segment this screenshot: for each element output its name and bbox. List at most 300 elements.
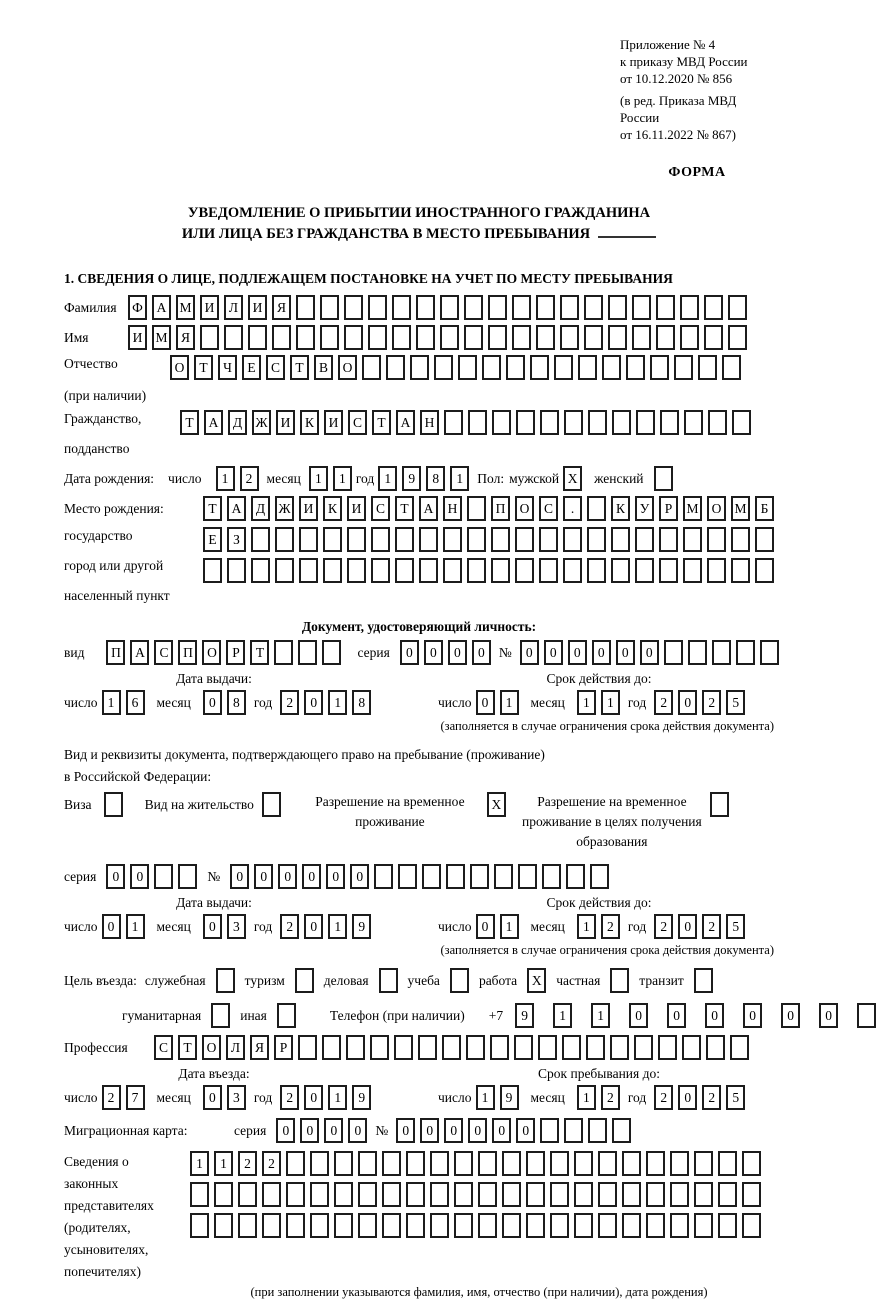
char-cell[interactable] xyxy=(322,640,341,665)
char-cell[interactable] xyxy=(358,1182,377,1207)
char-cell[interactable] xyxy=(299,527,318,552)
representatives-cells-2[interactable] xyxy=(190,1182,761,1207)
char-cell[interactable]: 1 xyxy=(309,466,328,491)
sex-male-checkbox[interactable] xyxy=(563,466,582,491)
char-cell[interactable]: Н xyxy=(420,410,439,435)
char-cell[interactable] xyxy=(444,410,463,435)
char-cell[interactable]: 2 xyxy=(238,1151,257,1176)
char-cell[interactable] xyxy=(464,295,483,320)
char-cell[interactable] xyxy=(320,325,339,350)
char-cell[interactable]: . xyxy=(563,496,582,521)
char-cell[interactable]: Ф xyxy=(128,295,147,320)
char-cell[interactable]: Я xyxy=(272,295,291,320)
char-cell[interactable]: 1 xyxy=(328,690,347,715)
char-cell[interactable]: 1 xyxy=(450,466,469,491)
char-cell[interactable] xyxy=(707,527,726,552)
char-cell[interactable]: 0 xyxy=(278,864,297,889)
char-cell[interactable]: 2 xyxy=(601,914,620,939)
birthplace-cells-2[interactable] xyxy=(203,527,774,552)
char-cell[interactable] xyxy=(470,864,489,889)
char-cell[interactable]: М xyxy=(176,295,195,320)
entry-year[interactable] xyxy=(280,1085,371,1110)
residence-permit-checkbox[interactable] xyxy=(254,792,281,817)
purpose-study-checkbox[interactable] xyxy=(446,968,479,993)
doc-expiry-month[interactable] xyxy=(577,690,620,715)
char-cell[interactable] xyxy=(564,410,583,435)
char-cell[interactable]: К xyxy=(300,410,319,435)
char-cell[interactable]: 2 xyxy=(280,1085,299,1110)
char-cell[interactable] xyxy=(190,1213,209,1238)
char-cell[interactable] xyxy=(694,1151,713,1176)
char-cell[interactable]: 9 xyxy=(402,466,421,491)
char-cell[interactable]: 0 xyxy=(616,640,635,665)
char-cell[interactable] xyxy=(732,410,751,435)
char-cell[interactable] xyxy=(659,527,678,552)
char-cell[interactable] xyxy=(368,325,387,350)
char-cell[interactable]: Т xyxy=(203,496,222,521)
stay-expiry-month[interactable] xyxy=(577,914,620,939)
char-cell[interactable] xyxy=(430,1213,449,1238)
char-cell[interactable] xyxy=(670,1151,689,1176)
char-cell[interactable] xyxy=(262,1213,281,1238)
char-cell[interactable] xyxy=(574,1182,593,1207)
char-cell[interactable]: Т xyxy=(194,355,213,380)
char-cell[interactable] xyxy=(526,1213,545,1238)
char-cell[interactable] xyxy=(612,1118,631,1143)
char-cell[interactable]: 0 xyxy=(304,1085,323,1110)
char-cell[interactable]: 0 xyxy=(424,640,443,665)
char-cell[interactable] xyxy=(323,558,342,583)
char-cell[interactable] xyxy=(602,355,621,380)
char-cell[interactable] xyxy=(394,1035,413,1060)
char-cell[interactable] xyxy=(410,355,429,380)
purpose-commercial-checkbox[interactable] xyxy=(375,968,408,993)
char-cell[interactable]: 0 xyxy=(705,1003,724,1028)
stay-series-cells[interactable] xyxy=(106,864,197,889)
char-cell[interactable]: Е xyxy=(203,527,222,552)
profession-cells[interactable] xyxy=(154,1035,749,1060)
char-cell[interactable]: И xyxy=(248,295,267,320)
char-cell[interactable] xyxy=(251,527,270,552)
char-cell[interactable] xyxy=(386,355,405,380)
char-cell[interactable] xyxy=(622,1182,641,1207)
char-cell[interactable] xyxy=(706,1035,725,1060)
char-cell[interactable] xyxy=(698,355,717,380)
char-cell[interactable] xyxy=(742,1151,761,1176)
char-cell[interactable]: 3 xyxy=(227,1085,246,1110)
char-cell[interactable] xyxy=(371,558,390,583)
char-cell[interactable]: П xyxy=(106,640,125,665)
char-cell[interactable]: 0 xyxy=(254,864,273,889)
char-cell[interactable] xyxy=(491,527,510,552)
char-cell[interactable] xyxy=(430,1151,449,1176)
char-cell[interactable]: 2 xyxy=(702,690,721,715)
char-cell[interactable]: 0 xyxy=(324,1118,343,1143)
char-cell[interactable] xyxy=(238,1213,257,1238)
char-cell[interactable] xyxy=(272,325,291,350)
doc-issue-month[interactable] xyxy=(203,690,246,715)
purpose-other-checkbox[interactable] xyxy=(273,1003,306,1028)
char-cell[interactable] xyxy=(554,355,573,380)
char-cell[interactable]: С xyxy=(371,496,390,521)
char-cell[interactable]: И xyxy=(200,295,219,320)
char-cell[interactable] xyxy=(262,1182,281,1207)
char-cell[interactable]: 1 xyxy=(216,466,235,491)
char-cell[interactable] xyxy=(298,1035,317,1060)
char-cell[interactable] xyxy=(368,295,387,320)
char-cell[interactable]: А xyxy=(152,295,171,320)
char-cell[interactable] xyxy=(467,558,486,583)
char-cell[interactable]: И xyxy=(128,325,147,350)
char-cell[interactable]: 0 xyxy=(350,864,369,889)
char-cell[interactable] xyxy=(530,355,549,380)
char-cell[interactable] xyxy=(491,558,510,583)
char-cell[interactable] xyxy=(296,295,315,320)
char-cell[interactable] xyxy=(590,864,609,889)
char-cell[interactable] xyxy=(578,355,597,380)
char-cell[interactable]: 0 xyxy=(348,1118,367,1143)
doc-kind-cells[interactable] xyxy=(106,640,341,665)
char-cell[interactable] xyxy=(440,295,459,320)
char-cell[interactable] xyxy=(478,1213,497,1238)
char-cell[interactable] xyxy=(518,864,537,889)
char-cell[interactable]: П xyxy=(178,640,197,665)
char-cell[interactable]: 0 xyxy=(230,864,249,889)
char-cell[interactable] xyxy=(286,1182,305,1207)
char-cell[interactable] xyxy=(722,355,741,380)
char-cell[interactable] xyxy=(488,295,507,320)
char-cell[interactable] xyxy=(742,1182,761,1207)
until-day[interactable] xyxy=(476,1085,519,1110)
char-cell[interactable]: К xyxy=(323,496,342,521)
char-cell[interactable] xyxy=(588,1118,607,1143)
char-cell[interactable] xyxy=(626,355,645,380)
char-cell[interactable] xyxy=(704,295,723,320)
char-cell[interactable] xyxy=(275,527,294,552)
char-cell[interactable] xyxy=(216,968,235,993)
char-cell[interactable]: О xyxy=(338,355,357,380)
char-cell[interactable] xyxy=(296,325,315,350)
char-cell[interactable] xyxy=(598,1151,617,1176)
temp-residence-education-checkbox[interactable] xyxy=(702,792,729,817)
char-cell[interactable] xyxy=(536,325,555,350)
char-cell[interactable] xyxy=(622,1213,641,1238)
char-cell[interactable] xyxy=(392,295,411,320)
char-cell[interactable]: 5 xyxy=(726,1085,745,1110)
char-cell[interactable]: 0 xyxy=(592,640,611,665)
char-cell[interactable]: 1 xyxy=(591,1003,610,1028)
char-cell[interactable] xyxy=(550,1151,569,1176)
char-cell[interactable]: 0 xyxy=(819,1003,838,1028)
char-cell[interactable]: 1 xyxy=(500,690,519,715)
char-cell[interactable] xyxy=(728,295,747,320)
char-cell[interactable] xyxy=(419,527,438,552)
char-cell[interactable]: 6 xyxy=(126,690,145,715)
stay-number-cells[interactable] xyxy=(230,864,609,889)
char-cell[interactable]: С xyxy=(539,496,558,521)
char-cell[interactable]: 1 xyxy=(126,914,145,939)
char-cell[interactable] xyxy=(688,640,707,665)
char-cell[interactable]: 0 xyxy=(302,864,321,889)
char-cell[interactable] xyxy=(224,325,243,350)
char-cell[interactable]: О xyxy=(170,355,189,380)
char-cell[interactable] xyxy=(659,558,678,583)
char-cell[interactable] xyxy=(214,1182,233,1207)
char-cell[interactable]: М xyxy=(152,325,171,350)
char-cell[interactable] xyxy=(710,792,729,817)
char-cell[interactable] xyxy=(564,1118,583,1143)
entry-day[interactable] xyxy=(102,1085,145,1110)
char-cell[interactable]: 9 xyxy=(515,1003,534,1028)
char-cell[interactable]: М xyxy=(683,496,702,521)
name-cells[interactable] xyxy=(128,325,747,350)
char-cell[interactable]: 0 xyxy=(781,1003,800,1028)
char-cell[interactable] xyxy=(346,1035,365,1060)
char-cell[interactable] xyxy=(379,968,398,993)
char-cell[interactable]: 0 xyxy=(476,690,495,715)
char-cell[interactable]: 1 xyxy=(553,1003,572,1028)
until-year[interactable] xyxy=(654,1085,745,1110)
char-cell[interactable]: 0 xyxy=(400,640,419,665)
char-cell[interactable] xyxy=(310,1151,329,1176)
char-cell[interactable]: 0 xyxy=(568,640,587,665)
char-cell[interactable] xyxy=(320,295,339,320)
char-cell[interactable]: Р xyxy=(226,640,245,665)
char-cell[interactable]: Я xyxy=(250,1035,269,1060)
char-cell[interactable] xyxy=(646,1151,665,1176)
char-cell[interactable] xyxy=(704,325,723,350)
char-cell[interactable]: Т xyxy=(395,496,414,521)
char-cell[interactable]: 0 xyxy=(396,1118,415,1143)
char-cell[interactable] xyxy=(635,527,654,552)
char-cell[interactable]: 1 xyxy=(328,914,347,939)
char-cell[interactable] xyxy=(563,527,582,552)
char-cell[interactable] xyxy=(540,410,559,435)
char-cell[interactable] xyxy=(646,1182,665,1207)
char-cell[interactable] xyxy=(374,864,393,889)
char-cell[interactable]: 0 xyxy=(444,1118,463,1143)
char-cell[interactable]: 0 xyxy=(130,864,149,889)
char-cell[interactable] xyxy=(454,1182,473,1207)
char-cell[interactable] xyxy=(610,1035,629,1060)
char-cell[interactable]: О xyxy=(515,496,534,521)
char-cell[interactable]: 1 xyxy=(476,1085,495,1110)
char-cell[interactable]: В xyxy=(314,355,333,380)
char-cell[interactable] xyxy=(406,1182,425,1207)
char-cell[interactable] xyxy=(857,1003,876,1028)
char-cell[interactable]: X xyxy=(487,792,506,817)
birthplace-cells-3[interactable] xyxy=(203,558,774,583)
char-cell[interactable]: 7 xyxy=(126,1085,145,1110)
char-cell[interactable] xyxy=(277,1003,296,1028)
temp-residence-checkbox[interactable] xyxy=(479,792,506,817)
char-cell[interactable] xyxy=(730,1035,749,1060)
char-cell[interactable] xyxy=(515,558,534,583)
doc-number-cells[interactable] xyxy=(520,640,779,665)
char-cell[interactable] xyxy=(584,295,603,320)
char-cell[interactable]: 1 xyxy=(601,690,620,715)
char-cell[interactable] xyxy=(200,325,219,350)
stay-issue-month[interactable] xyxy=(203,914,246,939)
char-cell[interactable] xyxy=(323,527,342,552)
char-cell[interactable] xyxy=(538,1035,557,1060)
char-cell[interactable]: И xyxy=(324,410,343,435)
char-cell[interactable]: 0 xyxy=(476,914,495,939)
stay-expiry-day[interactable] xyxy=(476,914,519,939)
char-cell[interactable]: З xyxy=(227,527,246,552)
char-cell[interactable] xyxy=(406,1213,425,1238)
char-cell[interactable] xyxy=(654,466,673,491)
char-cell[interactable] xyxy=(422,864,441,889)
visa-checkbox[interactable] xyxy=(96,792,123,817)
char-cell[interactable]: 0 xyxy=(640,640,659,665)
char-cell[interactable]: Д xyxy=(228,410,247,435)
char-cell[interactable]: 8 xyxy=(426,466,445,491)
char-cell[interactable] xyxy=(502,1213,521,1238)
char-cell[interactable]: Б xyxy=(755,496,774,521)
char-cell[interactable]: 2 xyxy=(601,1085,620,1110)
char-cell[interactable]: 0 xyxy=(304,914,323,939)
char-cell[interactable] xyxy=(635,558,654,583)
char-cell[interactable]: Л xyxy=(224,295,243,320)
char-cell[interactable]: 2 xyxy=(702,914,721,939)
char-cell[interactable]: 8 xyxy=(352,690,371,715)
char-cell[interactable] xyxy=(755,558,774,583)
representatives-cells-3[interactable] xyxy=(190,1213,761,1238)
char-cell[interactable]: 1 xyxy=(102,690,121,715)
birth-month-cells[interactable] xyxy=(309,466,352,491)
char-cell[interactable] xyxy=(611,527,630,552)
char-cell[interactable] xyxy=(587,496,606,521)
char-cell[interactable] xyxy=(550,1213,569,1238)
char-cell[interactable]: 0 xyxy=(448,640,467,665)
char-cell[interactable] xyxy=(334,1213,353,1238)
char-cell[interactable]: С xyxy=(154,1035,173,1060)
char-cell[interactable]: 0 xyxy=(300,1118,319,1143)
char-cell[interactable]: 2 xyxy=(654,690,673,715)
char-cell[interactable] xyxy=(515,527,534,552)
char-cell[interactable]: 3 xyxy=(227,914,246,939)
char-cell[interactable] xyxy=(742,1213,761,1238)
char-cell[interactable] xyxy=(238,1182,257,1207)
char-cell[interactable]: 0 xyxy=(203,1085,222,1110)
char-cell[interactable] xyxy=(274,640,293,665)
doc-issue-year[interactable] xyxy=(280,690,371,715)
char-cell[interactable] xyxy=(683,558,702,583)
char-cell[interactable]: 1 xyxy=(328,1085,347,1110)
char-cell[interactable]: 0 xyxy=(326,864,345,889)
char-cell[interactable] xyxy=(416,295,435,320)
char-cell[interactable] xyxy=(608,325,627,350)
char-cell[interactable] xyxy=(512,295,531,320)
char-cell[interactable]: 2 xyxy=(654,914,673,939)
surname-cells[interactable] xyxy=(128,295,747,320)
char-cell[interactable] xyxy=(286,1151,305,1176)
char-cell[interactable] xyxy=(526,1151,545,1176)
char-cell[interactable]: 0 xyxy=(492,1118,511,1143)
char-cell[interactable]: Е xyxy=(242,355,261,380)
char-cell[interactable] xyxy=(382,1182,401,1207)
char-cell[interactable] xyxy=(440,325,459,350)
char-cell[interactable]: Т xyxy=(372,410,391,435)
char-cell[interactable] xyxy=(660,410,679,435)
char-cell[interactable]: 0 xyxy=(472,640,491,665)
char-cell[interactable]: 1 xyxy=(190,1151,209,1176)
char-cell[interactable]: У xyxy=(635,496,654,521)
purpose-humanitarian-checkbox[interactable] xyxy=(207,1003,240,1028)
char-cell[interactable] xyxy=(718,1151,737,1176)
char-cell[interactable] xyxy=(586,1035,605,1060)
char-cell[interactable] xyxy=(395,527,414,552)
char-cell[interactable] xyxy=(656,325,675,350)
char-cell[interactable]: 0 xyxy=(203,914,222,939)
char-cell[interactable]: А xyxy=(419,496,438,521)
char-cell[interactable]: Р xyxy=(659,496,678,521)
char-cell[interactable] xyxy=(542,864,561,889)
char-cell[interactable]: И xyxy=(276,410,295,435)
char-cell[interactable]: 9 xyxy=(500,1085,519,1110)
char-cell[interactable] xyxy=(574,1151,593,1176)
char-cell[interactable] xyxy=(478,1182,497,1207)
char-cell[interactable]: 9 xyxy=(352,914,371,939)
char-cell[interactable]: А xyxy=(130,640,149,665)
char-cell[interactable] xyxy=(612,410,631,435)
char-cell[interactable] xyxy=(434,355,453,380)
char-cell[interactable] xyxy=(362,355,381,380)
char-cell[interactable]: 1 xyxy=(214,1151,233,1176)
char-cell[interactable] xyxy=(467,496,486,521)
char-cell[interactable] xyxy=(694,1213,713,1238)
char-cell[interactable] xyxy=(454,1151,473,1176)
char-cell[interactable] xyxy=(418,1035,437,1060)
char-cell[interactable] xyxy=(632,325,651,350)
char-cell[interactable]: С xyxy=(348,410,367,435)
char-cell[interactable] xyxy=(492,410,511,435)
char-cell[interactable] xyxy=(584,325,603,350)
char-cell[interactable]: Н xyxy=(443,496,462,521)
char-cell[interactable]: П xyxy=(491,496,510,521)
char-cell[interactable] xyxy=(478,1151,497,1176)
char-cell[interactable] xyxy=(358,1151,377,1176)
doc-series-cells[interactable] xyxy=(400,640,491,665)
char-cell[interactable]: Р xyxy=(274,1035,293,1060)
char-cell[interactable]: 5 xyxy=(726,914,745,939)
char-cell[interactable]: 1 xyxy=(577,690,596,715)
char-cell[interactable] xyxy=(458,355,477,380)
char-cell[interactable] xyxy=(684,410,703,435)
char-cell[interactable] xyxy=(566,864,585,889)
birthplace-cells-1[interactable] xyxy=(203,496,774,521)
char-cell[interactable] xyxy=(755,527,774,552)
char-cell[interactable] xyxy=(295,968,314,993)
char-cell[interactable]: Ч xyxy=(218,355,237,380)
char-cell[interactable] xyxy=(560,295,579,320)
char-cell[interactable]: 2 xyxy=(654,1085,673,1110)
char-cell[interactable] xyxy=(334,1182,353,1207)
char-cell[interactable]: А xyxy=(227,496,246,521)
char-cell[interactable] xyxy=(494,864,513,889)
char-cell[interactable] xyxy=(634,1035,653,1060)
sex-female-checkbox[interactable] xyxy=(654,466,673,491)
char-cell[interactable]: 8 xyxy=(227,690,246,715)
char-cell[interactable] xyxy=(718,1182,737,1207)
char-cell[interactable]: 0 xyxy=(678,690,697,715)
char-cell[interactable] xyxy=(392,325,411,350)
doc-expiry-year[interactable] xyxy=(654,690,745,715)
char-cell[interactable] xyxy=(694,968,713,993)
char-cell[interactable] xyxy=(310,1213,329,1238)
char-cell[interactable]: Я xyxy=(176,325,195,350)
